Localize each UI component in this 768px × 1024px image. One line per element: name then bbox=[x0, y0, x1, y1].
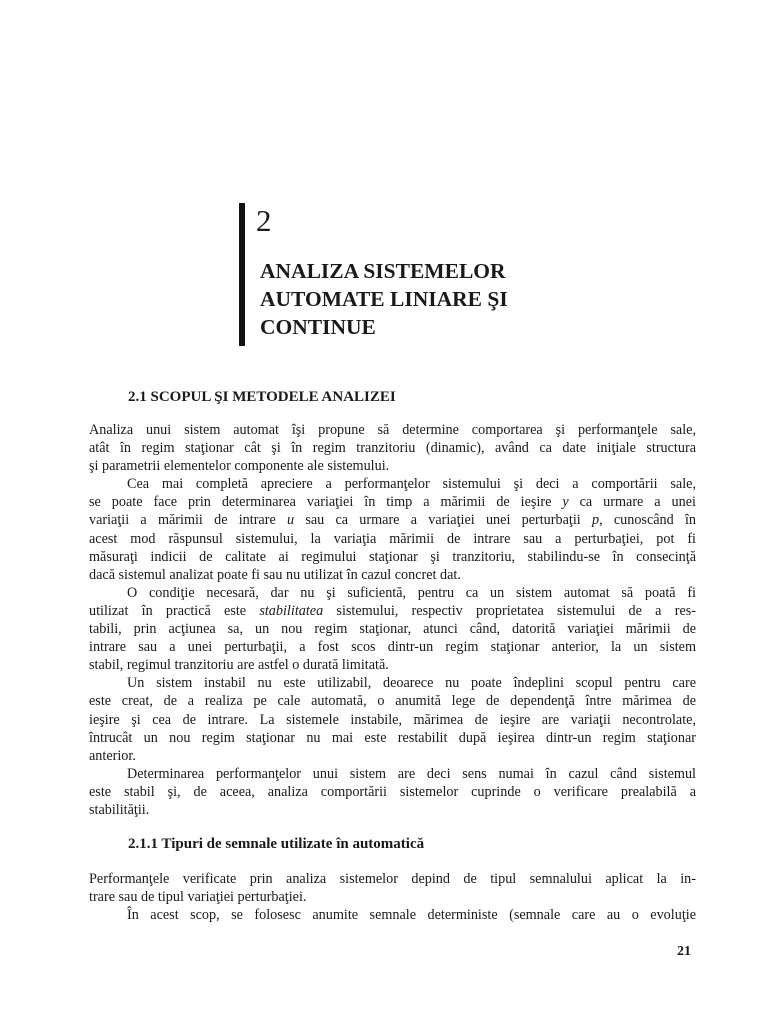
text-line: stabilităţii. bbox=[89, 801, 150, 818]
text-line: şi parametrii elementelor componente ale sistemului. bbox=[89, 458, 390, 475]
text-line: O condiţie necesară, dar nu şi suficientă, pentru ca un sistem automat să poată fi bbox=[127, 584, 696, 601]
chapter-number: 2 bbox=[256, 203, 272, 238]
chapter-title-line: CONTINUE bbox=[260, 315, 376, 339]
subsection-body bbox=[89, 870, 696, 924]
section-body bbox=[89, 421, 696, 819]
text-line: se poate face prin determinarea variaţiei în timp a mărimii de ieşire y ca urmare a unei bbox=[89, 494, 696, 511]
text-line: Performanţele verificate prin analiza sistemelor depind de tipul semnalului aplicat la in- bbox=[89, 871, 696, 887]
subsection-heading: 2.1.1 Tipuri de semnale utilizate în automatică bbox=[128, 836, 425, 852]
text-line: utilizat în practică este stabilitatea sistemului, respectiv proprietatea sistemului de a res- bbox=[89, 602, 696, 619]
paragraph bbox=[89, 870, 696, 906]
paragraph bbox=[89, 584, 696, 674]
text-line: tabili, prin acţiunea sa, un nou regim staţionar, atunci când, datorită variaţiei mărimii de bbox=[89, 621, 696, 638]
section-heading: 2.1 SCOPUL ŞI METODELE ANALIZEI bbox=[128, 389, 396, 405]
text-line: Cea mai completă apreciere a performanţelor sistemului şi deci a comportării sale, bbox=[127, 476, 696, 493]
text-line: variaţii a mărimii de intrare u sau ca urmare a variaţiei unei perturbaţii p, cunoscând în bbox=[89, 512, 696, 529]
text-line: ieşire şi cea de intrare. La sistemele instabile, mărimea de ieşire are variaţii necontrolate, bbox=[89, 711, 696, 728]
page-number: 21 bbox=[677, 944, 691, 959]
chapter-title bbox=[260, 257, 620, 341]
paragraph bbox=[89, 674, 696, 764]
text-line: trare sau de tipul variaţiei perturbaţiei. bbox=[89, 889, 307, 906]
text-line: Determinarea performanţelor unui sistem are deci sens numai în cazul când sistemul bbox=[127, 765, 696, 782]
text-line: întrucât un nou regim staţionar nu mai este restabilit după ieşirea dintr-un regim staţionar bbox=[89, 729, 696, 746]
text-line: este stabil şi, de aceea, analiza comportării sistemelor cuprinde o verificare prealabilă a bbox=[89, 783, 696, 800]
paragraph bbox=[89, 906, 696, 924]
paragraph bbox=[89, 421, 696, 475]
text-line: anterior. bbox=[89, 747, 136, 764]
text-line: În acest scop, se folosesc anumite semnale deterministe (semnale care au o evoluţie bbox=[127, 907, 696, 924]
text-line: dacă sistemul analizat poate fi sau nu utilizat în cazul concret dat. bbox=[89, 566, 461, 583]
text-line: acest mod răspunsul sistemului, la variaţia mărimii de intrare sau a perturbaţiei, pot fi bbox=[89, 530, 696, 547]
chapter-title-line: AUTOMATE LINIARE ŞI bbox=[260, 287, 508, 311]
text-line: intrare sau a unei perturbaţii, a fost scos dintr-un regim staţionar anterior, la un sistem bbox=[89, 639, 696, 656]
text-line: este creat, de a realiza pe cale automată, o anumită lege de dependenţă între mărimea de bbox=[89, 693, 696, 710]
chapter-title-line: ANALIZA SISTEMELOR bbox=[260, 259, 506, 283]
text-line: măsuraţi indicii de calitate ai regimului staţionar şi tranzitoriu, stabilindu-se în consecinţă bbox=[89, 548, 696, 565]
paragraph bbox=[89, 475, 696, 584]
text-line: atât în regim staţionar cât şi în regim tranzitoriu (dinamic), având ca date iniţiale structura bbox=[89, 440, 696, 457]
paragraph bbox=[89, 765, 696, 819]
text-line: Analiza unui sistem automat îşi propune să determine comportarea şi performanţele sale, bbox=[89, 422, 696, 438]
text-line: stabil, regimul tranzitoriu are astfel o durată limitată. bbox=[89, 657, 389, 674]
chapter-vertical-bar bbox=[239, 203, 245, 346]
text-line: Un sistem instabil nu este utilizabil, deoarece nu poate îndeplini scopul pentru care bbox=[127, 675, 696, 692]
